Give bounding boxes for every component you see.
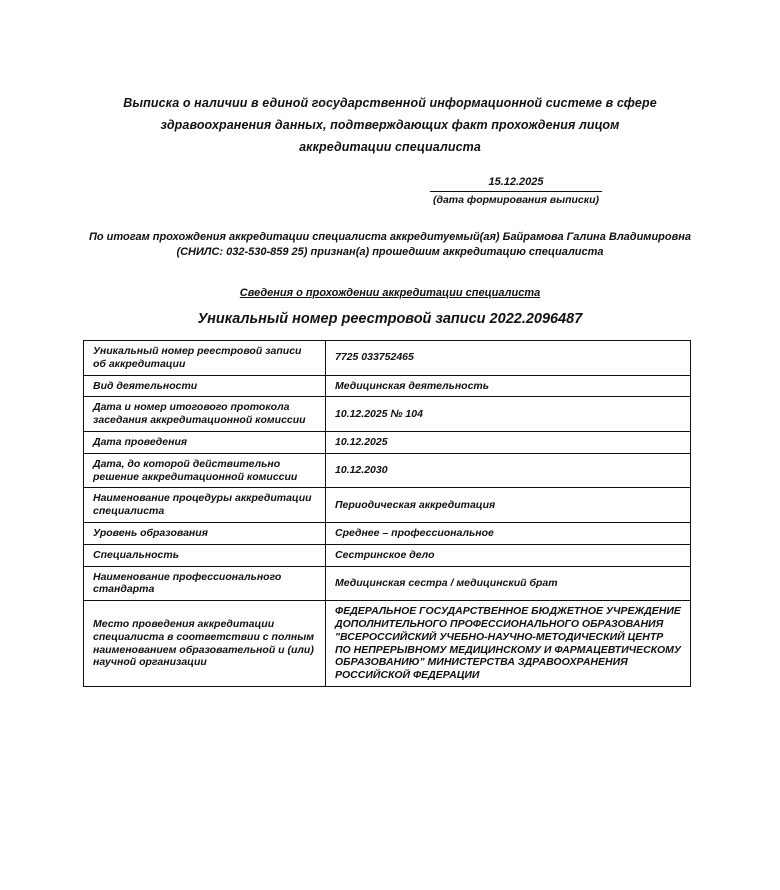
field-label: Дата и номер итогового протокола заседания аккредитационной комиссии xyxy=(84,397,326,432)
table-row xyxy=(84,488,691,523)
table-row xyxy=(84,566,691,601)
accreditation-summary-paragraph: По итогам прохождения аккредитации специалиста аккредитуемый(ая) Байрамова Галина Владимировна (СНИЛС: 032-530-859 25) признан(а) прошедшим аккредитацию специалиста xyxy=(88,231,692,258)
field-label: Уровень образования xyxy=(84,522,326,544)
table-row xyxy=(84,375,691,397)
field-value: Медицинская сестра / медицинский брат xyxy=(326,566,691,601)
field-value: Медицинская деятельность xyxy=(326,375,691,397)
document-title: Выписка о наличии в единой государственной информационной системе в сфере здравоохранения данных, подтверждающих факт прохождения лицом аккредитации специалиста xyxy=(123,96,657,154)
field-value: ФЕДЕРАЛЬНОЕ ГОСУДАРСТВЕННОЕ БЮДЖЕТНОЕ УЧРЕЖДЕНИЕ ДОПОЛНИТЕЛЬНОГО ПРОФЕССИОНАЛЬНОГО ОБРАЗОВАНИЯ "ВСЕРОССИЙСКИЙ УЧЕБНО-НАУЧНО-МЕТОДИЧЕСКИЙ ЦЕНТР ПО НЕПРЕРЫВНОМУ МЕДИЦИНСКОМУ И ФАРМАЦЕВТИЧЕСКОМУ ОБРАЗОВАНИЮ" МИНИСТЕРСТВА ЗДРАВООХРАНЕНИЯ РОССИЙСКОЙ ФЕДЕРАЦИИ xyxy=(326,601,691,687)
table-row xyxy=(84,601,691,687)
field-label: Наименование профессионального стандарта xyxy=(84,566,326,601)
table-row xyxy=(84,453,691,488)
field-value: Среднее – профессиональное xyxy=(326,522,691,544)
field-value: 10.12.2025 xyxy=(326,431,691,453)
field-value: 7725 033752465 xyxy=(326,341,691,376)
field-value: Периодическая аккредитация xyxy=(326,488,691,523)
registry-number-heading: Уникальный номер реестровой записи 2022.2096487 xyxy=(197,311,583,327)
table-row xyxy=(84,397,691,432)
section-heading: Сведения о прохождении аккредитации специалиста xyxy=(239,287,541,299)
issue-date-value: 15.12.2025 xyxy=(430,176,602,192)
issue-date-caption: (дата формирования выписки) xyxy=(432,194,600,206)
table-row xyxy=(84,341,691,376)
issue-date-block xyxy=(430,176,602,206)
field-label: Наименование процедуры аккредитации специалиста xyxy=(84,488,326,523)
field-label: Специальность xyxy=(84,544,326,566)
field-value: 10.12.2030 xyxy=(326,453,691,488)
table-row xyxy=(84,431,691,453)
field-value: Сестринское дело xyxy=(326,544,691,566)
field-value: 10.12.2025 № 104 xyxy=(326,397,691,432)
table-row xyxy=(84,544,691,566)
table-row xyxy=(84,522,691,544)
field-label: Уникальный номер реестровой записи об аккредитации xyxy=(84,341,326,376)
field-label: Дата проведения xyxy=(84,431,326,453)
field-label: Место проведения аккредитации специалиста в соответствии с полным наименованием образовательной и (или) научной организации xyxy=(84,601,326,687)
field-label: Вид деятельности xyxy=(84,375,326,397)
accreditation-details-table xyxy=(83,340,691,687)
field-label: Дата, до которой действительно решение аккредитационной комиссии xyxy=(84,453,326,488)
